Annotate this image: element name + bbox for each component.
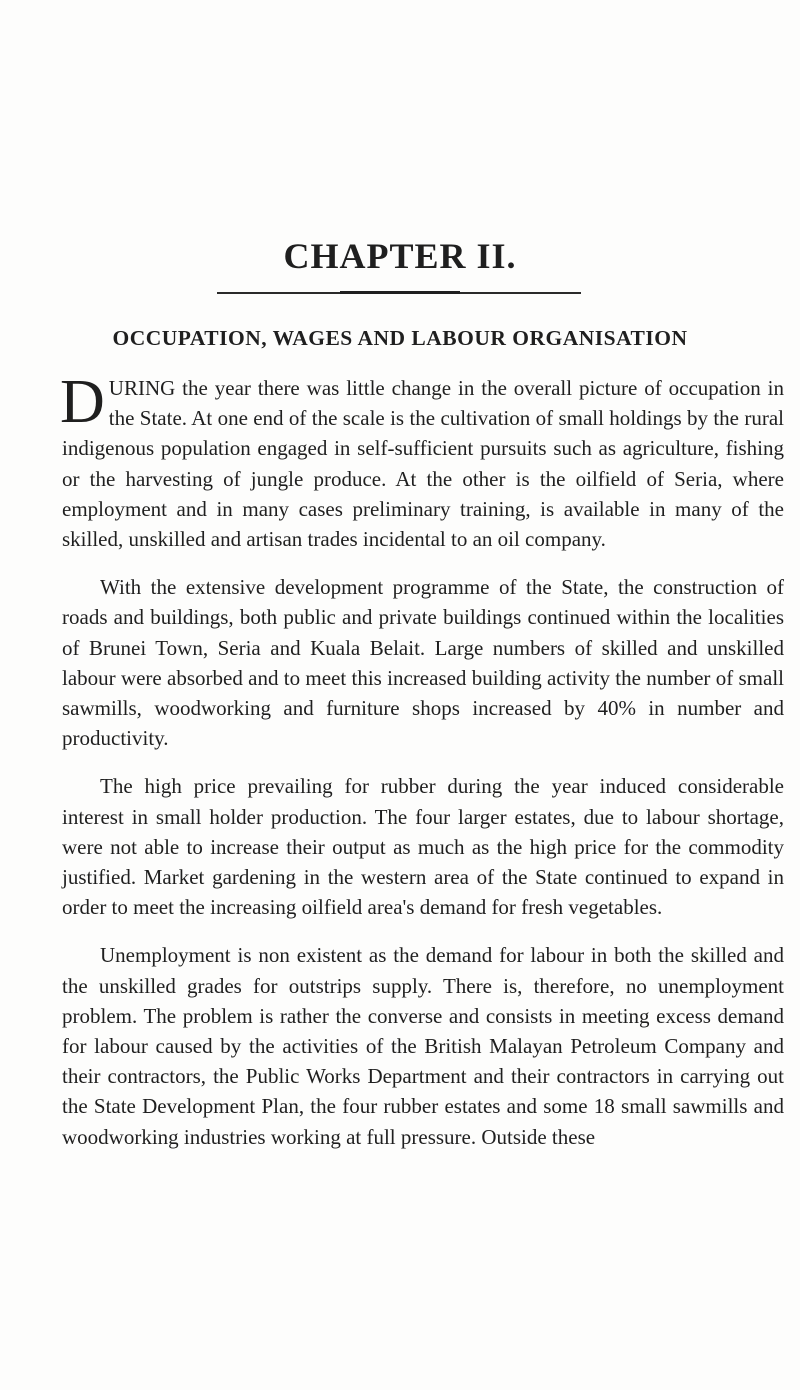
- body-text: [60, 368, 784, 1170]
- paragraph-4: Unemployment is non existent as the demand for labour in both the skilled and the unskilled grades for outstrips supply. There is, therefore, no unemployment problem. The problem is rather the converse and consists in meeting excess demand for labour caused by the activities of the British Malayan Petroleum Company and their contractors, the Public Works Department and their contractors in carrying out the State Development Plan, the four rubber estates and some 18 small sawmills and woodworking industries working at full pressure. Outside these: [62, 943, 784, 1149]
- chapter-title: CHAPTER II.: [283, 236, 517, 276]
- drop-cap: D: [60, 368, 105, 436]
- paragraph-1-text: URING the year there was little change in the overall picture of occupation in the State. At one end of the scale is the cultivation of small holdings by the rural indigenous population engaged in self-sufficient pursuits such as agriculture, fishing or the harvesting of jungle produce. At the other is the oilfield of Seria, where employment and in many cases preliminary training, is available in many of the skilled, unskilled and artisan trades incidental to an oil company.: [62, 376, 784, 552]
- paragraph-2: With the extensive development programme of the State, the construction of roads and buildings, both public and private buildings continued within the localities of Brunei Town, Seria and Kuala Belait. Large numbers of skilled and unskilled labour were absorbed and to meet this increased building activity the number of small sawmills, woodworking and furniture shops increased by 40% in number and productivity.: [62, 575, 784, 751]
- paragraph-3: The high price prevailing for rubber during the year induced considerable interest in small holder production. The four larger estates, due to labour shortage, were not able to increase their output as much as the high price for the commodity justified. Market gardening in the western area of the State continued to expand in order to meet the increasing oilfield area's demand for fresh vegetables.: [62, 774, 784, 920]
- section-heading: OCCUPATION, WAGES AND LABOUR ORGANISATION: [112, 326, 688, 350]
- title-divider-accent: [340, 291, 460, 294]
- paragraph-1: [60, 368, 784, 554]
